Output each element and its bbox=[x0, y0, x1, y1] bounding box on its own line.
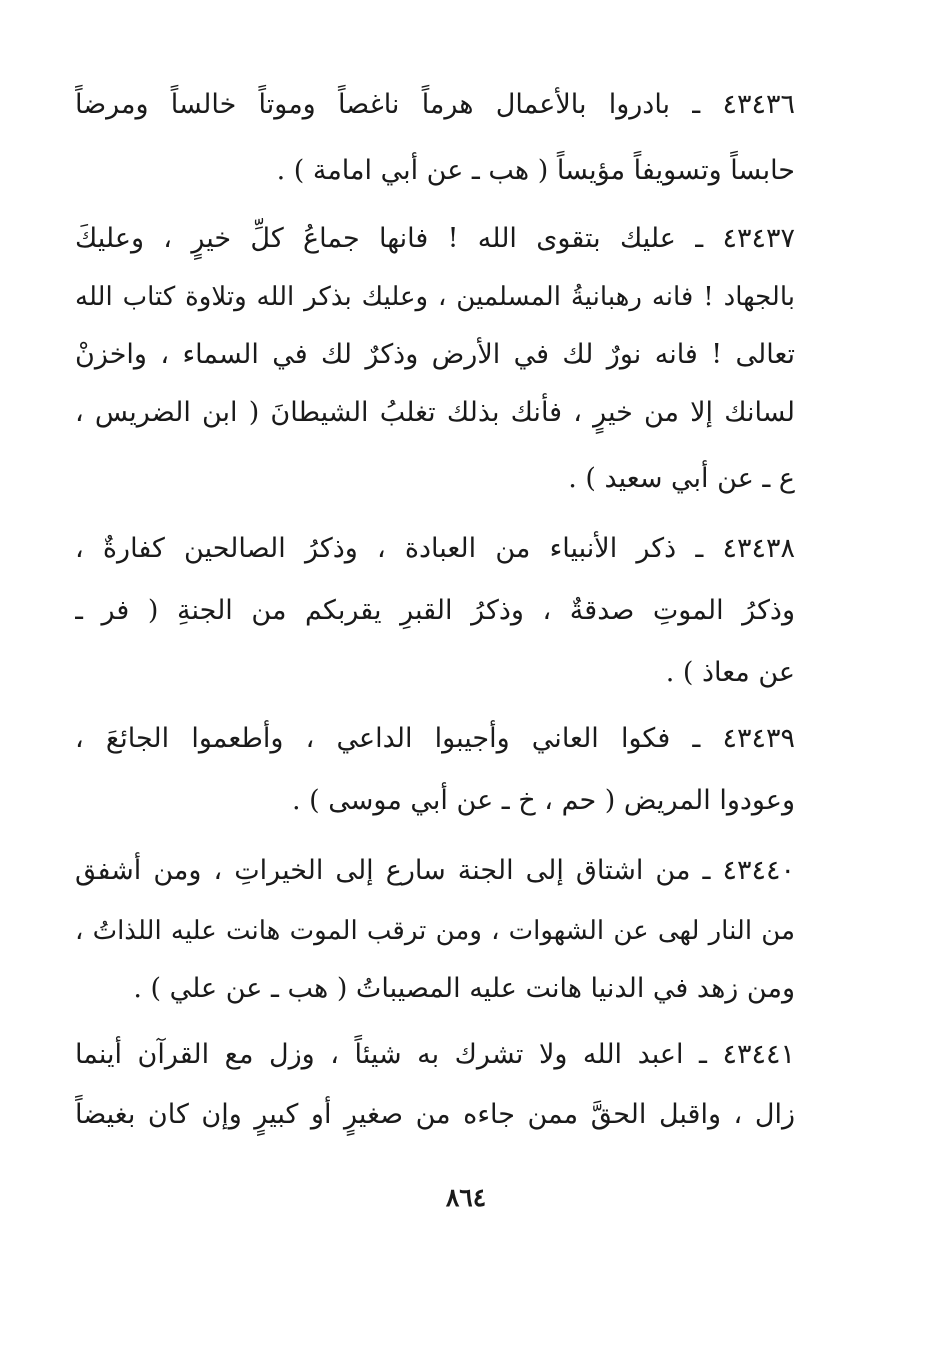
text-line: من النار لهى عن الشهوات ، ومن ترقب الموت هانت عليه اللذاتُ ، bbox=[75, 916, 795, 946]
text-line: تعالى ! فانه نورٌ لك في الأرض وذكرٌ لك في السماء ، واخزنْ bbox=[75, 339, 795, 370]
text-line: ع ـ عن أبي سعيد ) . bbox=[568, 463, 795, 494]
text-line: ٤٣٤٤٠ ـ من اشتاق إلى الجنة سارع إلى الخيراتِ ، ومن أشفق bbox=[75, 855, 795, 886]
text-line: ٤٣٤٣٨ ـ ذكر الأنبياء من العبادة ، وذكرُ الصالحين كفارةٌ ، bbox=[75, 533, 795, 564]
text-line: بالجهاد ! فانه رهبانيةُ المسلمين ، وعليك بذكر الله وتلاوة كتاب الله bbox=[75, 282, 795, 312]
text-line: زال ، واقبل الحقَّ ممن جاءه من صغيرٍ أو كبيرٍ وإن كان بغيضاً bbox=[75, 1099, 795, 1130]
text-line: ٤٣٤٣٩ ـ فكوا العاني وأجيبوا الداعي ، وأطعموا الجائعَ ، bbox=[75, 723, 795, 754]
text-line: حابساً وتسويفاً مؤيساً ( هب ـ عن أبي امامة ) . bbox=[276, 155, 795, 186]
text-line: وعودوا المريض ( حم ، خ ـ عن أبي موسى ) . bbox=[292, 785, 795, 816]
text-line: ٤٣٤٣٦ ـ بادروا بالأعمال هرماً ناغصاً وموتاً خالساً ومرضاً bbox=[75, 89, 795, 120]
text-line: ومن زهد في الدنيا هانت عليه المصيباتُ ( هب ـ عن علي ) . bbox=[133, 973, 795, 1004]
page-number: ٨٦٤ bbox=[445, 1183, 487, 1212]
text-line: وذكرُ الموتِ صدقةٌ ، وذكرُ القبرِ يقربكم من الجنةِ ( فر ـ bbox=[75, 595, 795, 626]
text-line: عن معاذ ) . bbox=[665, 657, 795, 688]
text-line: ٤٣٤٤١ ـ اعبد الله ولا تشرك به شيئاً ، وزل مع القرآن أينما bbox=[75, 1039, 795, 1070]
text-line: لسانك إلا من خيرٍ ، فأنك بذلك تغلبُ الشيطانَ ( ابن الضريس ، bbox=[75, 397, 795, 428]
text-line: ٤٣٤٣٧ ـ عليك بتقوى الله ! فانها جماعُ كلِّ خيرٍ ، وعليكَ bbox=[75, 223, 795, 254]
